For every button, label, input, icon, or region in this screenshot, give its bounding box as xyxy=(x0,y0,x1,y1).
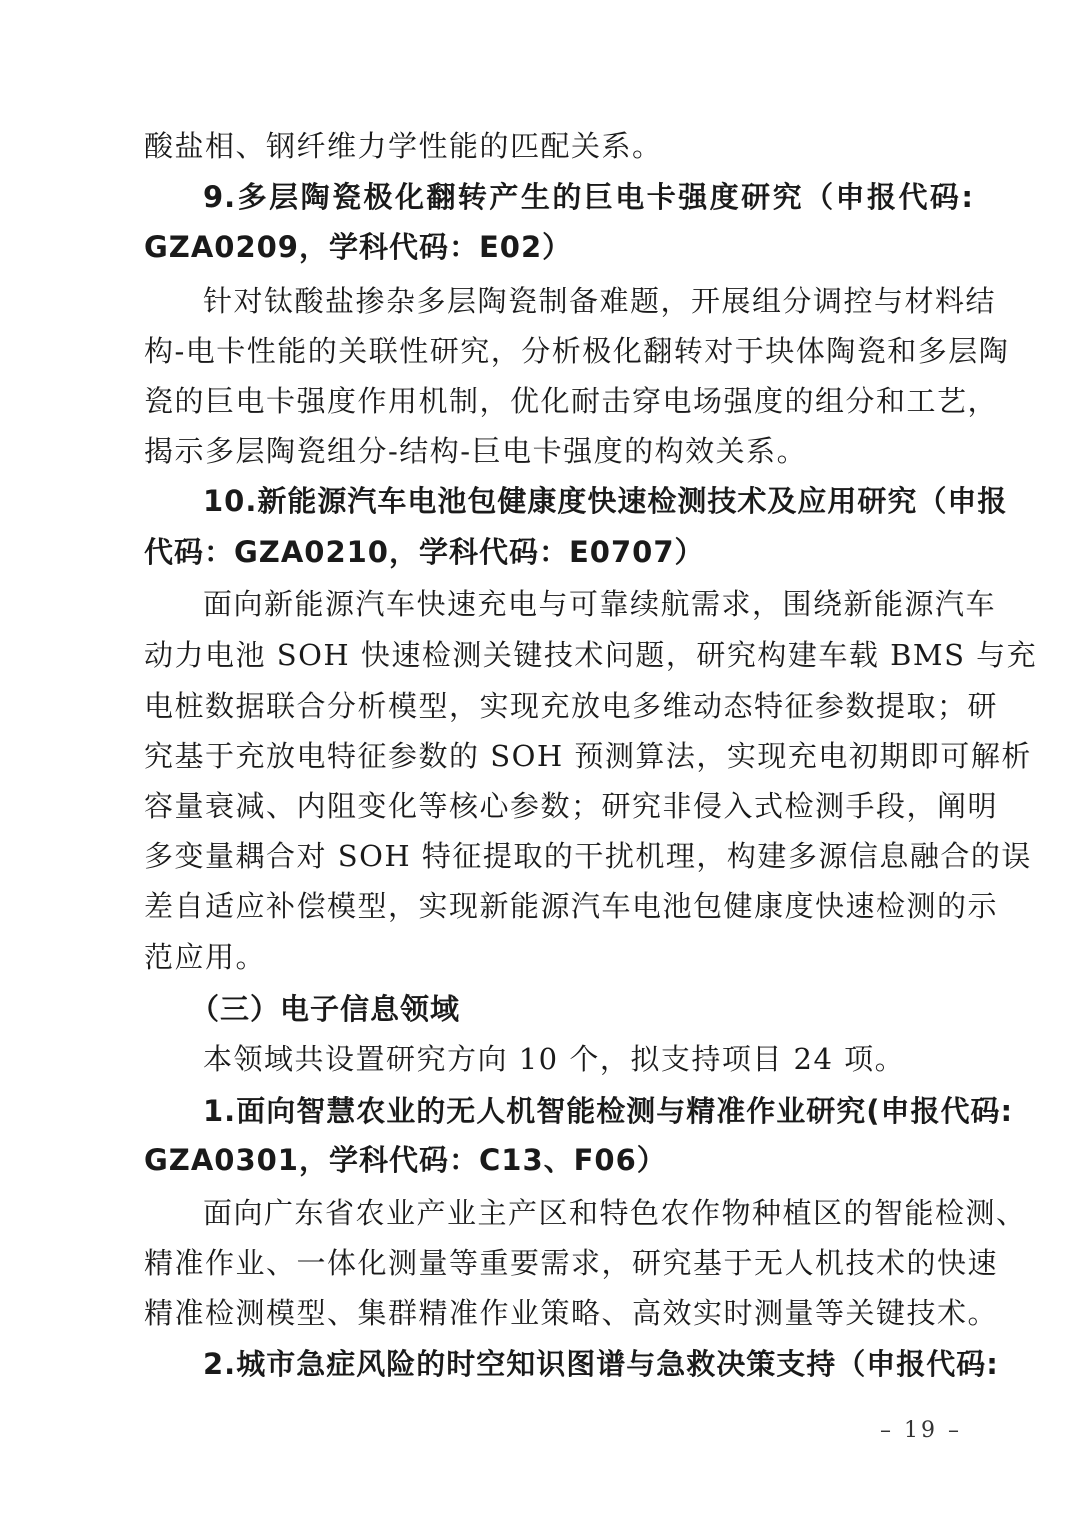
paragraph-line: 本领域共设置研究方向 10 个，拟支持项目 24 项。 xyxy=(203,1042,906,1076)
paragraph-line: 面向新能源汽车快速充电与可靠续航需求，围绕新能源汽车 xyxy=(203,587,997,621)
section-heading-10: 10.新能源汽车电池包健康度快速检测技术及应用研究（申报 xyxy=(203,484,1008,518)
paragraph-line: 多变量耦合对 SOH 特征提取的干扰机理，构建多源信息融合的误 xyxy=(144,839,1032,873)
paragraph-line: 面向广东省农业产业主产区和特色农作物种植区的智能检测、 xyxy=(203,1196,1027,1230)
section-heading-1: 1.面向智慧农业的无人机智能检测与精准作业研究(申报代码: xyxy=(203,1094,1014,1128)
paragraph-line: 精准作业、一体化测量等重要需求，研究基于无人机技术的快速 xyxy=(144,1246,999,1280)
paragraph-line: 瓷的巨电卡强度作用机制，优化耐击穿电场强度的组分和工艺， xyxy=(144,384,999,418)
paragraph-line: 揭示多层陶瓷组分-结构-巨电卡强度的构效关系。 xyxy=(144,434,808,468)
paragraph-line: 电桩数据联合分析模型，实现充放电多维动态特征参数提取；研 xyxy=(144,689,999,723)
paragraph-line: 差自适应补偿模型，实现新能源汽车电池包健康度快速检测的示 xyxy=(144,889,999,923)
page-number: – 19 – xyxy=(880,1418,962,1443)
paragraph-line: 范应用。 xyxy=(144,940,267,974)
paragraph-line: 构-电卡性能的关联性研究，分析极化翻转对于块体陶瓷和多层陶 xyxy=(144,334,1010,368)
paragraph-line: 动力电池 SOH 快速检测关键技术问题，研究构建车载 BMS 与充 xyxy=(144,638,1038,672)
section-heading-10-cont: 代码：GZA0210，学科代码：E0707） xyxy=(144,535,705,569)
paragraph-line: 酸盐相、钢纤维力学性能的匹配关系。 xyxy=(144,129,663,163)
paragraph-line: 究基于充放电特征参数的 SOH 预测算法，实现充电初期即可解析 xyxy=(144,739,1032,773)
paragraph-line: 精准检测模型、集群精准作业策略、高效实时测量等关键技术。 xyxy=(144,1296,999,1330)
section-heading-1-cont: GZA0301，学科代码：C13、F06） xyxy=(144,1143,667,1177)
section-heading-9: 9.多层陶瓷极化翻转产生的巨电卡强度研究（申报代码: xyxy=(203,180,974,214)
paragraph-line: 容量衰减、内阻变化等核心参数；研究非侵入式检测手段，阐明 xyxy=(144,789,999,823)
section-heading-2: 2.城市急症风险的时空知识图谱与急救决策支持（申报代码: xyxy=(203,1347,999,1381)
paragraph-line: 针对钛酸盐掺杂多层陶瓷制备难题，开展组分调控与材料结 xyxy=(203,284,997,318)
subsection-heading: （三）电子信息领域 xyxy=(190,992,461,1026)
section-heading-9-cont: GZA0209，学科代码：E02） xyxy=(144,230,573,264)
